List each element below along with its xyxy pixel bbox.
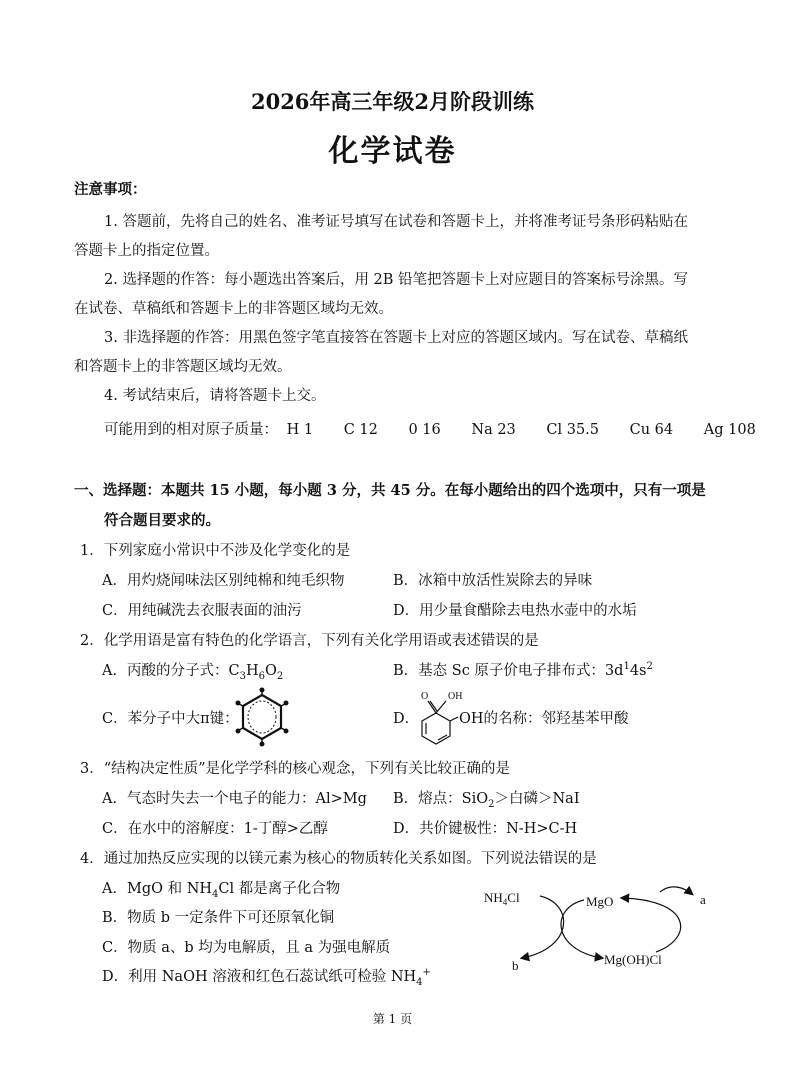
benzene-pi-bond-diagram — [232, 687, 292, 747]
mass-cl: Cl 35.5 — [546, 422, 600, 438]
q4-d-sup: + — [422, 967, 431, 979]
section-1-heading-line-2: 符合题目要求的。 — [104, 512, 220, 529]
label-b: b — [512, 958, 519, 973]
c-h-bonds — [239, 691, 285, 743]
q3-option-c: C．在水中的溶解度：1-丁醇>乙醇 — [102, 821, 328, 837]
q2-b-prefix: B．基态 Sc 原子价电子排布式：3d — [393, 663, 624, 679]
q4-option-c: C．物质 a、b 均为电解质，且 a 为强电解质 — [102, 940, 391, 956]
q2-b-mid: 4s — [629, 663, 647, 679]
label-a: a — [700, 892, 706, 907]
q3-b-prefix: B．熔点：SiO — [393, 791, 489, 807]
note-2-line-2: 在试卷、草稿纸和答题卡上的非答题区域均无效。 — [74, 301, 393, 317]
note-1-line-1: 1. 答题前，先将自己的姓名、准考证号填写在试卷和答题卡上，并将准考证号条形码粘贴在 — [104, 214, 688, 230]
q1-option-d: D．用少量食醋除去电热水壶中的水垢 — [393, 603, 637, 619]
note-1-line-2: 答题卡上的指定位置。 — [74, 243, 219, 259]
q2-option-b — [393, 661, 653, 681]
q2-a-sub-3: 2 — [276, 670, 284, 682]
q3-option-a: A．气态时失去一个电子的能力：Al>Mg — [102, 791, 367, 807]
q3-stem: 3．“结构决定性质”是化学学科的核心观念，下列有关比较正确的是 — [80, 761, 511, 777]
q2-a-sub-2: 6 — [258, 670, 265, 682]
arrow-to-a — [660, 887, 692, 894]
q2-a-prefix: A．丙酸的分子式：C — [102, 663, 240, 679]
note-3-line-1: 3. 非选择题的作答：用黑色签字笔直接答在答题卡上对应的答题区域内。写在试卷、草稿纸 — [104, 330, 688, 346]
q4-d-sub: 4 — [416, 976, 423, 988]
section-1-heading-line-1: 一、选择题：本题共 15 小题，每小题 3 分，共 45 分。在每小题给出的四个选项中，只有一项是 — [74, 482, 706, 499]
q1-option-c: C．用纯碱洗去衣服表面的油污 — [102, 603, 302, 619]
q2-option-d-prefix: D． — [393, 711, 420, 727]
carboxyl-oh-label: OH — [448, 691, 463, 702]
q2-stem: 2．化学用语是富有特色的化学语言，下列有关化学用语或表述错误的是 — [80, 633, 539, 649]
mass-na: Na 23 — [471, 422, 516, 438]
exam-subject: 化学试卷 — [328, 134, 457, 169]
benzene-ring — [243, 695, 281, 739]
label-mgo: MgO — [586, 894, 614, 909]
note-3-line-2: 和答题卡上的非答题区域均无效。 — [74, 359, 292, 375]
mass-ag: Ag 108 — [703, 422, 756, 438]
notes-heading: 注意事项： — [74, 181, 147, 198]
note-4: 4. 考试结束后，请将答题卡上交。 — [104, 388, 326, 404]
mass-o: 0 16 — [408, 422, 441, 438]
q2-a-o: O — [264, 663, 277, 679]
q1-stem: 1．下列家庭小常识中不涉及化学变化的是 — [80, 543, 351, 559]
q2-option-c: C．苯分子中大π键： — [102, 711, 239, 727]
q3-option-b — [393, 789, 580, 809]
mass-cu: Cu 64 — [629, 422, 674, 438]
q4-option-a — [102, 879, 340, 899]
q4-a-prefix: A．MgO 和 NH — [102, 881, 213, 897]
q4-option-d — [102, 967, 431, 987]
carboxyl-o-label: O — [421, 691, 429, 702]
atomic-masses — [104, 420, 782, 440]
q2-d-suffix: 的名称：邻羟基苯甲酸 — [483, 711, 629, 727]
arrow-nh4cl-to-b — [522, 896, 564, 958]
q3-b-sub: 2 — [488, 798, 495, 810]
page-footer: 第 1 页 — [372, 1012, 413, 1026]
atomic-masses-label: 可能用到的相对原子质量： — [104, 422, 278, 438]
mass-h: H 1 — [286, 422, 314, 438]
q4-stem: 4．通过加热反应实现的以镁元素为核心的物质转化关系如图。下列说法错误的是 — [80, 851, 597, 867]
note-2-line-1: 2. 选择题的作答：每小题选出答案后，用 2B 铅笔把答题卡上对应题目的答案标号涂黑。写 — [104, 272, 689, 288]
label-mgohcl: Mg(OH)Cl — [604, 952, 662, 967]
q4-d-prefix: D．利用 NaOH 溶液和红色石蕊试纸可检验 NH — [102, 969, 417, 985]
q2-a-h: H — [245, 663, 259, 679]
q1-option-a: A．用灼烧闻味法区别纯棉和纯毛织物 — [102, 573, 345, 589]
q2-option-d-text — [459, 709, 629, 729]
q2-b-sup-2: 2 — [646, 661, 653, 673]
q2-b-sup-1: 1 — [623, 661, 630, 673]
q1-option-b: B．冰箱中放活性炭除去的异味 — [393, 573, 593, 589]
q2-a-sub-1: 3 — [239, 670, 246, 682]
hydroxyl-label: OH — [459, 711, 484, 727]
exam-title: 2026年高三年级2月阶段训练 — [250, 89, 535, 114]
mass-c: C 12 — [343, 422, 378, 438]
magnesium-conversion-diagram — [470, 878, 720, 978]
q3-option-d: D．共价键极性：N-H>C-H — [393, 821, 578, 837]
q4-option-b: B．物质 b 一定条件下可还原氧化铜 — [102, 910, 335, 926]
q2-option-a — [102, 661, 283, 681]
label-nh4cl: $NH_4Cl$ — [484, 890, 520, 907]
q3-b-suffix: ＞白磷＞NaI — [494, 791, 580, 807]
q4-a-sub: 4 — [212, 888, 219, 900]
pi-electron-cloud — [248, 701, 276, 733]
arrow-mgohcl-to-mgo — [622, 898, 681, 952]
q4-a-suffix: Cl 都是离子化合物 — [218, 881, 341, 897]
